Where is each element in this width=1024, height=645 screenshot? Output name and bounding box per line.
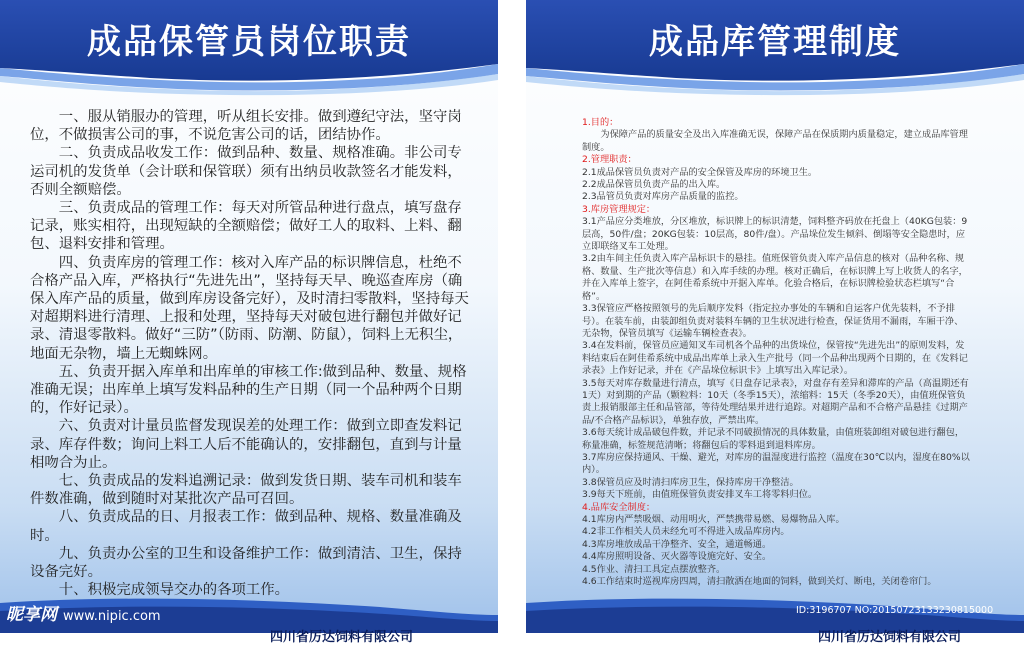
rule-item: 3.2由车间主任负责入库产品标识卡的悬挂。值班保管负责入库产品信息的核对（品种名称、规格、数量、生产批次等信息）和入库手续的办理。核对正确后，在标识牌上写上收货人的名字，并在入库单上签字，在阿佳希系统中开据入库单。化验合格后，在标识牌检验状态栏填写“合格”。	[582, 253, 968, 302]
left-header-banner	[0, 0, 498, 92]
left-paragraph: 三、负责成品的管理工作：每天对所管品种进行盘点，填写盘存记录，账实相符，出现短缺的全额赔偿；做好工人的取料、上料、翻包、退料安排和管理。	[30, 200, 462, 253]
nipic-watermark	[6, 600, 161, 630]
safety-item: 4.5作业、清扫工具定点摆放整齐。	[582, 563, 726, 575]
safety-item: 4.6工作结束时巡视库房四周，清扫散洒在地面的饲料，做到关灯、断电，关闭卷帘门。	[582, 576, 937, 588]
rule-item: 3.5每天对库存数量进行清点，填写《日盘存记录表》，对盘存有差异和滞库的产品（高温期还有1天）对到期的产品（颗粒料：10天（冬季15天），浓缩料：15天（冬季20天），由值班保管负责上报销服部主任和品管部，等待处理结果并进行追踪。对超期产品和不合格产品悬挂《过期产品/不合格产品标识》，单独存放，严禁出库。	[582, 377, 969, 426]
duty-item: 2.2成品保管员负责产品的出入库。	[582, 179, 726, 191]
safety-item: 4.4库房照明设备、灭火器等设施完好、安全。	[582, 551, 772, 563]
rule-item: 3.3保管应严格按照领号的先后顺序发料（指定拉办事处的车辆和自运客户优先装料，不予排号）。在装车前，由装卸组负责对装料车辆的卫生状况进行检查，保证货用不漏雨，车厢干净、无杂物，保管员填写《运输车辆检查表》。	[582, 303, 964, 339]
right-poster	[526, 0, 1024, 645]
left-title: 成品保管员岗位职责	[87, 22, 411, 62]
duty-item: 2.1成品保管员负责对产品的安全保管及库房的环境卫生。	[582, 166, 818, 178]
rule-item: 3.1产品应分类堆放，分区堆放，标识牌上的标识清楚，饲料整齐码放在托盘上（40KG包装：9层高，50件/盘；20KG包装：10层高，80件/盘）。产品垛位发生倾斜、倒塌等安全隐患时，应立即联络叉车工处理。	[582, 216, 968, 253]
rule-item: 3.4在发料前，保管员应通知叉车司机各个品种的出货垛位，保管按“先进先出”的原则发料，发料结束后在阿佳希系统中成品出库单上录入生产批号（同一个品种出现两个日期的，在《发料记录表》上作好记录，并在《产品垛位标识卡》上填写出入库记录）。	[582, 340, 968, 377]
safety-item: 4.1库房内严禁吸烟、动用明火，严禁携带易燃、易爆物品入库。	[582, 514, 845, 525]
left-paragraph: 八、负责成品的日、月报表工作：做到品种、规格、数量准确及时。	[30, 509, 462, 544]
left-paragraph: 十、积极完成领导交办的各项工作。	[58, 582, 290, 599]
right-title: 成品库管理制度	[649, 22, 901, 62]
right-body-text	[582, 117, 972, 588]
left-paragraph: 四、负责库房的管理工作：核对入库产品的标识牌信息，杜绝不合格产品入库，严格执行“先进先出”，坚持每天早、晚巡查库房（确保入库产品的质量，做到库房设备完好），及时清扫零散料，坚持每天对超期料进行清理、上报和处理，坚持每天对破包进行翻包并做好记录、清退零散料。做好“三防”（防雨、防潮、防鼠），饲料上无积尘，地面无杂物，墙上无蜘蛛网。	[30, 254, 469, 362]
right-header-banner	[526, 0, 1024, 92]
left-paragraph: 一、服从销服办的管理，听从组长安排。做到遵纪守法，坚守岗位，不做损害公司的事，不说危害公司的话，团结协作。	[30, 109, 462, 144]
rules-heading: 3.库房管理规定：	[582, 203, 656, 215]
watermark-logo-text: 昵享网	[6, 605, 57, 625]
watermark-url: www.nipic.com	[63, 609, 161, 624]
right-company-name: 四川省厉达饲料有限公司	[818, 630, 962, 645]
photo-id-watermark: ID:3196707 NO:20150723133230815000	[796, 605, 994, 616]
rule-item: 3.8保管员应及时清扫库房卫生，保持库房干净整洁。	[582, 476, 799, 488]
left-body-text	[30, 108, 470, 599]
left-company-name: 四川省厉达饲料有限公司	[270, 630, 414, 645]
left-paragraph: 六、负责对计量员监督发现误差的处理工作：做到立即查发料记录、库存件数；询问上料工人后不能确认的，安排翻包，直到与计量相吻合为止。	[30, 418, 462, 471]
left-paragraph: 七、负责成品的发料追溯记录：做到发货日期、装车司机和装车件数准确，做到随时对某批次产品可召回。	[30, 473, 462, 508]
purpose-text: 为保障产品的质量安全及出入库准确无误，保障产品在保质期内质量稳定，建立成品库管理制度。	[582, 129, 968, 153]
duty-heading: 2.管理职责：	[582, 154, 637, 166]
left-paragraph: 二、负责成品收发工作：做到品种、数量、规格准确。非公司专运司机的发货单（会计联和保管联）须有出纳员收款签名才能发料，否则全额赔偿。	[30, 145, 462, 198]
left-poster	[0, 0, 498, 645]
safety-item: 4.3库房堆放成品干净整齐、安全，通道畅通。	[582, 538, 772, 550]
purpose-heading: 1.目的：	[582, 117, 619, 128]
left-paragraph: 九、负责办公室的卫生和设备维护工作：做到清洁、卫生，保持设备完好。	[30, 545, 462, 581]
rule-item: 3.6每天统计成品破包件数，并记录不同破损情况的具体数量，由值班装卸组对破包进行翻包，称量准确，标签规范清晰；将翻包后的零料退到退料库房。	[582, 427, 965, 451]
safety-item: 4.2非工作相关人员未经允可不得进入成品库房内。	[582, 526, 790, 538]
rule-item: 3.9每天下班前，由值班保管负责安排叉车工将零料归位。	[582, 489, 818, 501]
safety-heading: 4.品库安全制度：	[582, 501, 656, 513]
left-paragraph: 五、负责开据入库单和出库单的审核工作:做到品种、数量、规格准确无误；出库单上填写发料品种的生产日期（同一个品种两个日期的，作好记录）。	[30, 363, 467, 417]
rule-item: 3.7库房应保持通风、干燥、避光，对库房的温湿度进行监控（温度在30℃以内，湿度在80%以内）。	[582, 451, 970, 476]
duty-item: 2.3品管员负责对库房产品质量的监控。	[582, 191, 744, 203]
